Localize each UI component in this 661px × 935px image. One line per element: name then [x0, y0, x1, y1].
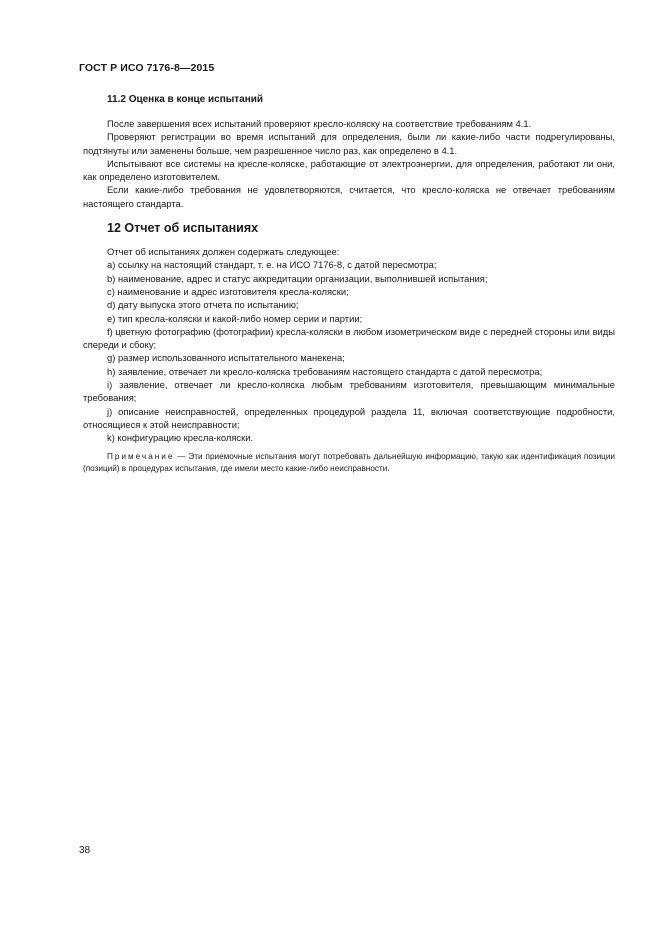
list-item: d) дату выпуска этого отчета по испытанию;	[107, 299, 299, 311]
paragraph: Проверяют регистрации во время испытаний для определения, были ли какие-либо части подрегулированы, подтянуты или заменены больше, чем разрешенное число раз, как определено в 4.1.	[83, 131, 615, 156]
subsection-title-11-2: 11.2 Оценка в конце испытаний	[107, 94, 264, 105]
list-item: h) заявление, отвечает ли кресло-коляска требованиям настоящего стандарта с датой пересмотра;	[107, 365, 543, 377]
document-header-standard: ГОСТ Р ИСО 7176-8—2015	[79, 62, 215, 74]
note-text: — Эти приемочные испытания могут потребовать дальнейшую информацию, такую как идентификация позиции (позиций) в процедурах испытания, где имели место какие-либо неисправности.	[83, 451, 615, 473]
section-11-2-body	[83, 117, 615, 210]
list-item: f) цветную фотографию (фотографии) кресла-коляски в любом изометрическом виде с передней стороны или виды спереди и сбоку;	[83, 325, 615, 351]
paragraph: После завершения всех испытаний проверяют кресло-коляску на соответствие требованиям 4.1.	[107, 118, 532, 129]
list-item: e) тип кресла-коляски и какой-либо номер серии и партии;	[107, 312, 363, 324]
section-title-12: 12 Отчет об испытаниях	[107, 221, 259, 236]
paragraph-intro: Отчет об испытаниях должен содержать следующее:	[107, 246, 340, 258]
list-item: g) размер использованного испытательного манекена;	[107, 352, 345, 364]
list-item: i) заявление, отвечает ли кресло-коляска любым требованиям изготовителя, превышающим минимальные требования;	[83, 379, 615, 404]
list-item: k) конфигурацию кресла-коляски.	[107, 432, 254, 444]
page-number: 38	[79, 845, 91, 856]
list-item: c) наименование и адрес изготовителя кресла-коляски;	[107, 285, 349, 297]
page-content	[83, 94, 615, 475]
list-item: j) описание неисправностей, определенных процедурой раздела 11, включая соответствующие подробности, относящиеся к этой неисправности;	[83, 405, 615, 430]
paragraph: Если какие-либо требования не удовлетворяются, считается, что кресло-коляска не отвечает требованиям настоящего стандарта.	[83, 184, 615, 209]
note	[83, 451, 615, 475]
list-item: b) наименование, адрес и статус аккредитации организации, выполнившей испытания;	[107, 272, 488, 284]
paragraph: Испытывают все системы на кресле-коляске, работающие от электроэнергии, для определения, работают ли они, как определено изготовителем.	[83, 157, 615, 183]
section-12-body	[83, 245, 615, 475]
list-item: a) ссылку на настоящий стандарт, т. е. на ИСО 7176-8, с датой пересмотра;	[107, 259, 437, 271]
note-label: Примечание	[107, 451, 175, 461]
